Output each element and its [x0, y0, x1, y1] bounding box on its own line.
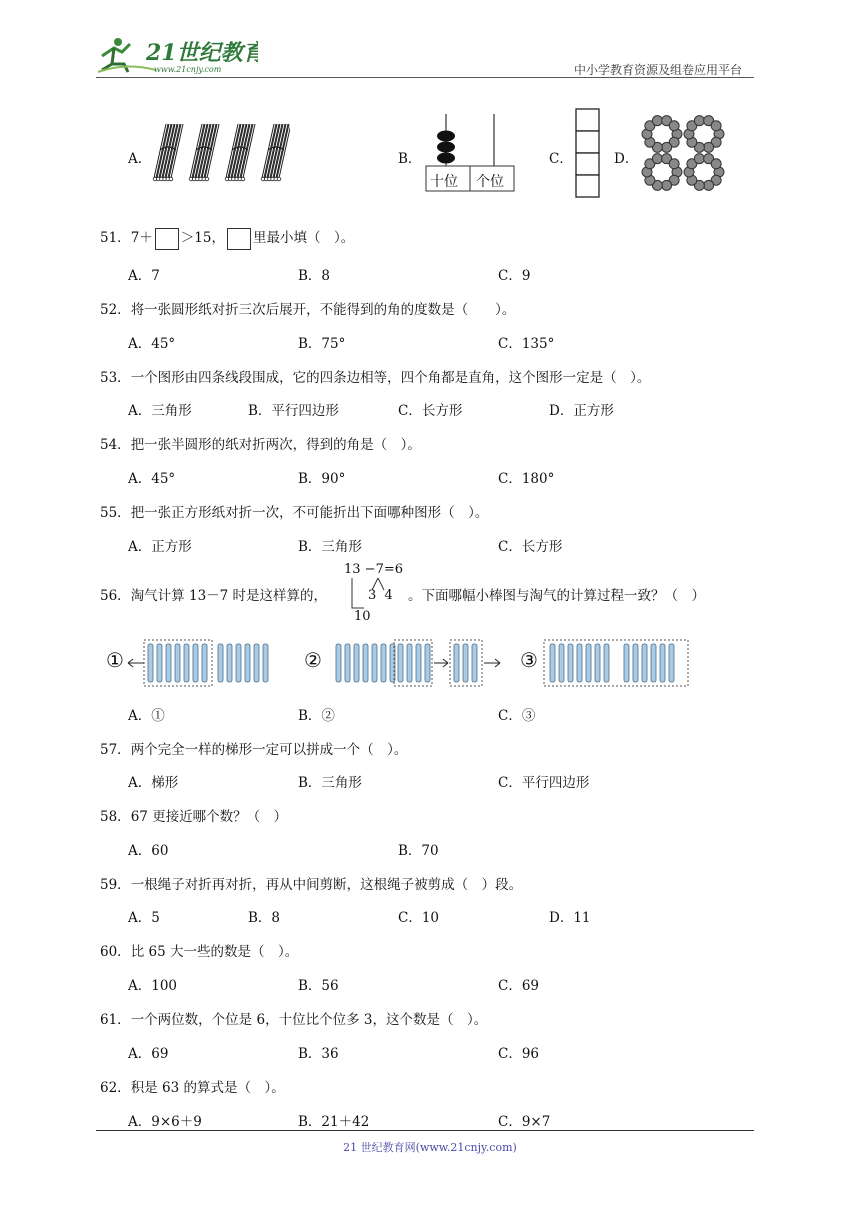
- svg-text:www.21cnjy.com: www.21cnjy.com: [154, 65, 222, 74]
- stick-bundle: [153, 124, 183, 181]
- q52-option-b[interactable]: B．75°: [298, 336, 346, 352]
- prev-option-a-label: A．: [128, 151, 152, 167]
- q53-option-a[interactable]: A．三角形: [128, 403, 192, 419]
- q58-option-b[interactable]: B．70: [398, 843, 439, 859]
- stick: [175, 644, 180, 682]
- stick: [454, 644, 459, 682]
- stick: [559, 644, 564, 682]
- q59-option-c[interactable]: C．10: [398, 910, 440, 926]
- stick-bundle: [261, 124, 290, 181]
- q62-option-a[interactable]: A．9×6＋9: [128, 1114, 202, 1130]
- q52-option-c[interactable]: C．135°: [498, 336, 555, 352]
- q55-option-b[interactable]: B．三角形: [298, 539, 362, 555]
- header-divider: [96, 77, 754, 78]
- q51-option-b[interactable]: B．8: [298, 268, 331, 284]
- stick: [193, 644, 198, 682]
- question-55: 55．把一张正方形纸对折一次，不可能折出下面哪种图形（ ）。: [100, 505, 489, 521]
- stick: [398, 644, 403, 682]
- q61-option-c[interactable]: C．96: [498, 1046, 540, 1062]
- stick: [550, 644, 555, 682]
- abacus-figure: [424, 114, 520, 198]
- bead-ring: [684, 116, 724, 153]
- stick: [202, 644, 207, 682]
- question-62: 62．积是 63 的算式是（ ）。: [100, 1080, 285, 1096]
- stick: [425, 644, 430, 682]
- stick: [236, 644, 241, 682]
- stick: [245, 644, 250, 682]
- question-59: 59．一根绳子对折再对折，再从中间剪断，这根绳子被剪成（ ）段。: [100, 877, 523, 893]
- figure-label-1: ①: [106, 648, 124, 672]
- stick: [642, 644, 647, 682]
- q57-option-a[interactable]: A．梯形: [128, 775, 179, 791]
- question-51: 51．7＋ ＞15， 里最小填（ ）。: [100, 226, 354, 250]
- q54-option-a[interactable]: A．45°: [128, 471, 176, 487]
- stick: [184, 644, 189, 682]
- q60-option-b[interactable]: B．56: [298, 978, 339, 994]
- dashed-group-box: [544, 640, 688, 686]
- question-54: 54．把一张半圆形的纸对折两次，得到的角是（ ）。: [100, 437, 421, 453]
- svg-text:21世纪教育: 21世纪教育: [146, 40, 258, 66]
- q58-option-a[interactable]: A．60: [128, 843, 169, 859]
- q57-option-b[interactable]: B．三角形: [298, 775, 362, 791]
- question-52: 52．将一张圆形纸对折三次后展开，不能得到的角的度数是（ ）。: [100, 302, 516, 318]
- stick-bundle: [189, 124, 219, 181]
- stick: [345, 644, 350, 682]
- site-logo: [96, 34, 258, 76]
- blank-box: [227, 228, 251, 250]
- question-58: 58．67 更接近哪个数？（ ）: [100, 809, 288, 825]
- stick: [463, 644, 468, 682]
- stick: [633, 644, 638, 682]
- q56-option-c[interactable]: C．③: [498, 708, 536, 724]
- q62-option-c[interactable]: C．9×7: [498, 1114, 551, 1130]
- q56-option-a[interactable]: A．①: [128, 708, 165, 724]
- stick: [568, 644, 573, 682]
- bead-rings-figure: [640, 114, 730, 198]
- stick: [336, 644, 341, 682]
- stick-figures: [104, 636, 704, 694]
- stick: [372, 644, 377, 682]
- stick: [381, 644, 386, 682]
- bead-ring: [642, 154, 682, 191]
- q59-option-d[interactable]: D．11: [549, 910, 591, 926]
- stick: [586, 644, 591, 682]
- prev-option-b-label: B．: [398, 151, 422, 167]
- stick: [577, 644, 582, 682]
- stick: [148, 644, 153, 682]
- question-56-tail: 。下面哪幅小棒图与淘气的计算过程一致？（ ）: [408, 588, 705, 604]
- square-stack-figure: [575, 108, 601, 204]
- question-53: 53．一个图形由四条线段围成，它的四条边相等，四个角都是直角，这个图形一定是（ ）。: [100, 370, 651, 386]
- stick: [263, 644, 268, 682]
- stick: [472, 644, 477, 682]
- q55-option-c[interactable]: C．长方形: [498, 539, 563, 555]
- q59-option-a[interactable]: A．5: [128, 910, 160, 926]
- q62-option-b[interactable]: B．21＋42: [298, 1114, 370, 1130]
- q55-option-a[interactable]: A．正方形: [128, 539, 192, 555]
- stick: [604, 644, 609, 682]
- prev-option-c-label: C．: [549, 151, 573, 167]
- stick: [166, 644, 171, 682]
- bead-ring: [684, 154, 724, 191]
- header-platform-text: 中小学教育资源及组卷应用平台: [574, 63, 743, 77]
- figure-label-3: ③: [520, 648, 538, 672]
- figure-label-2: ②: [304, 648, 322, 672]
- stick: [218, 644, 223, 682]
- stick-bundles-figure: [150, 122, 290, 190]
- stick: [595, 644, 600, 682]
- blank-box: [155, 228, 179, 250]
- stick: [651, 644, 656, 682]
- stick: [660, 644, 665, 682]
- question-60: 60．比 65 大一些的数是（ ）。: [100, 944, 299, 960]
- q53-option-b[interactable]: B．平行四边形: [248, 403, 339, 419]
- stick: [227, 644, 232, 682]
- q51-option-a[interactable]: A．7: [128, 268, 160, 284]
- stick: [669, 644, 674, 682]
- q54-option-b[interactable]: B．90°: [298, 471, 346, 487]
- stick: [254, 644, 259, 682]
- q56-option-b[interactable]: B．②: [298, 708, 335, 724]
- q51-option-c[interactable]: C．9: [498, 268, 531, 284]
- bead-ring: [642, 116, 682, 153]
- q61-option-b[interactable]: B．36: [298, 1046, 339, 1062]
- footer-text: 21 世纪教育网(www.21cnjy.com): [343, 1141, 517, 1154]
- stick: [363, 644, 368, 682]
- stick: [157, 644, 162, 682]
- stick: [354, 644, 359, 682]
- q60-option-c[interactable]: C．69: [498, 978, 540, 994]
- stick: [416, 644, 421, 682]
- q54-option-c[interactable]: C．180°: [498, 471, 555, 487]
- q57-option-c[interactable]: C．平行四边形: [498, 775, 590, 791]
- q61-option-a[interactable]: A．69: [128, 1046, 169, 1062]
- q52-option-a[interactable]: A．45°: [128, 336, 176, 352]
- stick-bundle: [225, 124, 255, 181]
- stick: [407, 644, 412, 682]
- question-61: 61．一个两位数，个位是 6，十位比个位多 3，这个数是（ ）。: [100, 1012, 488, 1028]
- footer-divider: [96, 1130, 754, 1131]
- q53-option-c[interactable]: C．长方形: [398, 403, 463, 419]
- stick: [624, 644, 629, 682]
- q60-option-a[interactable]: A．100: [128, 978, 178, 994]
- calculation-diagram: 13 −7=6 3 4 10: [344, 562, 404, 624]
- q53-option-d[interactable]: D．正方形: [549, 403, 614, 419]
- question-57: 57．两个完全一样的梯形一定可以拼成一个（ ）。: [100, 742, 408, 758]
- abacus-tens-label: 十位: [430, 174, 458, 190]
- question-56: 56．淘气计算 13－7 时是这样算的，: [100, 588, 328, 604]
- prev-option-d-label: D．: [614, 151, 639, 167]
- abacus-ones-label: 个位: [476, 174, 504, 190]
- q59-option-b[interactable]: B．8: [248, 910, 281, 926]
